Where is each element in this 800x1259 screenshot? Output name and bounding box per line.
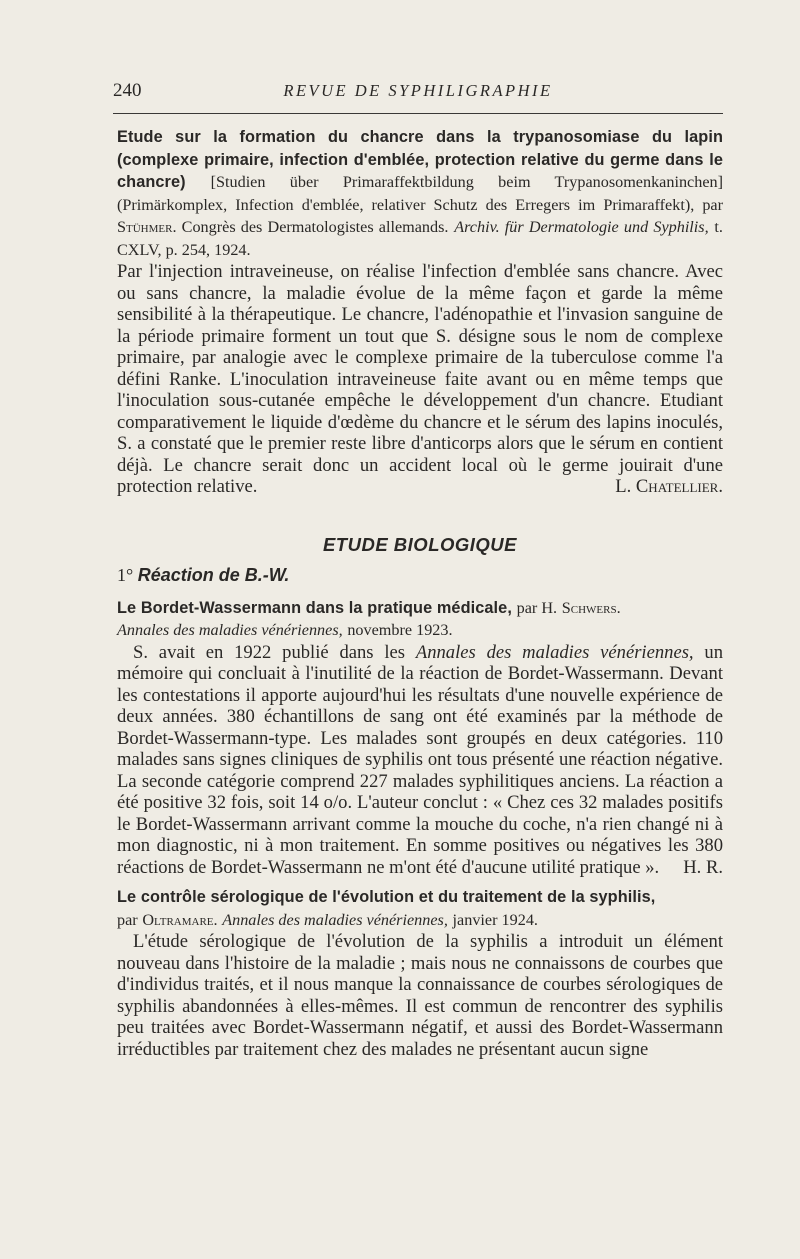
- review-entry-controle-serologique: [117, 886, 723, 1060]
- subsection-number: 1°: [117, 565, 134, 585]
- entry-journal: Archiv. für Dermatologie und Syphilis,: [454, 218, 709, 236]
- entry-author: Oltramare.: [142, 910, 218, 929]
- entry-body: [117, 931, 723, 1060]
- entry-heading: [117, 126, 723, 261]
- entry-date: novembre 1923.: [347, 621, 453, 639]
- entry-volume: t. CXLV, p. 254, 1924.: [117, 218, 723, 259]
- entry-title: Etude sur la formation du chancre dans la trypanosomiase du lapin (complexe primaire, infection d'emblée, protection relative du germe dans le chancre): [117, 128, 723, 191]
- page-body: [117, 126, 723, 1060]
- entry-body-journal: Annales des maladies vénériennes,: [415, 641, 694, 663]
- entry-journal: Annales des maladies vénériennes,: [117, 621, 343, 639]
- review-entry-trypanosomiase: [117, 126, 723, 498]
- entry-author: Stühmer: [117, 218, 173, 236]
- entry-heading: [117, 597, 723, 642]
- header-rule: [113, 113, 723, 114]
- entry-heading: [117, 886, 723, 931]
- entry-body: [117, 261, 723, 498]
- entry-body-start: S. avait en 1922 publié dans les: [133, 641, 406, 663]
- page-number: 240: [113, 80, 142, 101]
- running-title: REVUE DE SYPHILIGRAPHIE: [283, 81, 553, 100]
- entry-journal: Annales des maladies vénériennes,: [222, 910, 448, 929]
- entry-signature: L. Chatellier.: [615, 476, 723, 497]
- subsection-heading: [117, 565, 723, 587]
- section-title: ETUDE BIOLOGIQUE: [322, 533, 518, 555]
- entry-body: [117, 642, 723, 879]
- entry-date: janvier 1924.: [452, 910, 538, 929]
- entry-signature: H. R.: [683, 856, 723, 878]
- entry-body-text: un mémoire qui concluait à l'inutilité de la réaction de Bordet-Wassermann. Devant les contestations il apporte aujourd'hui les résultats d'une nouvelle expérience de deux années. 380 échantillons de sang ont été examinés par la méthode de Bordet-Wassermann-type. Les malades sont groupés en deux catégories. 110 malades sans signes cliniques de syphilis ont tous présenté une réaction négative. La seconde catégorie comprend 227 malades syphilitiques anciens. La réaction a été positive 32 fois, soit 14 o/o. L'auteur conclut : « Chez ces 32 malades positifs le Bordet-Wassermann arrivant comme la mouche du coche, n'a rien changé ni à mon diagnostic, ni à mon traitement. En somme positives ou négatives les 380 réactions de Bordet-Wassermann ne m'ont été d'aucune utilité pratique ».: [117, 641, 723, 878]
- entry-congress: . Congrès des Dermatologistes allemands.: [172, 218, 449, 236]
- entry-title: Le contrôle sérologique de l'évolution et du traitement de la syphilis,: [117, 888, 656, 906]
- review-entry-bordet-wassermann: [117, 597, 723, 879]
- entry-body-text: L'étude sérologique de l'évolution de la syphilis a introduit un élément nouveau dans l'histoire de la maladie ; mais nous ne connaissons de courbes que d'individus traités, et il nous manque la connaissance de courbes sérologiques de syphilis abandonnées à elles-mêmes. Il est commun de rencontrer des syphilis peu traitées avec Bordet-Wassermann négatif, et aussi des Bordet-Wassermann irréductibles par traitement chez des malades ne présentant aucun signe: [117, 931, 723, 1060]
- entry-by: par H.: [516, 598, 558, 617]
- subsection-title: Réaction de B.-W.: [137, 565, 290, 585]
- entry-by: par: [117, 910, 138, 929]
- entry-citation: [Studien über Primaraffektbildung beim Trypanosomenkaninchen] (Primärkomplex, Infection d'emblée, relativer Schutz des Erregers im Primaraffekt), par: [117, 173, 724, 214]
- entry-title: Le Bordet-Wassermann dans la pratique médicale,: [117, 598, 512, 617]
- entry-author: Schwers.: [561, 598, 621, 617]
- entry-body-text: Par l'injection intraveineuse, on réalise l'infection d'emblée sans chancre. Avec ou sans chancre, la maladie évolue de la même façon et garde la même sensibilité à la thérapeutique. Le chancre, l'adénopathie et l'invasion sanguine de la période primaire forment un tout que S. désigne sous le nom de complexe primaire, par analogie avec le complexe primaire de la tuberculose comme l'a défini Ranke. L'inoculation intraveineuse faite avant ou en même temps que l'inoculation sous-cutanée empêche le développement d'un chancre. Etudiant comparativement le liquide d'œdème du chancre et le sérum des lapins inoculés, S. a constaté que le premier reste libre d'anticorps alors que le sérum en contient déjà. Le chancre serait donc un accident local où le germe jouirait d'une protection relative.: [117, 261, 723, 497]
- page-header: [113, 80, 723, 106]
